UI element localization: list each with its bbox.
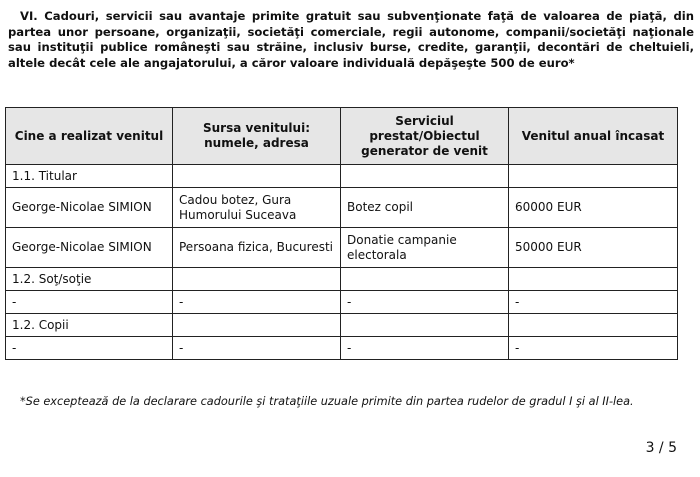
table-header-row bbox=[6, 108, 678, 165]
cell-source bbox=[173, 165, 341, 188]
cell-source: - bbox=[173, 337, 341, 360]
cell-who: 1.1. Titular bbox=[6, 165, 173, 188]
cell-income bbox=[509, 314, 678, 337]
cell-who: George-Nicolae SIMION bbox=[6, 228, 173, 268]
cell-income: 50000 EUR bbox=[509, 228, 678, 268]
cell-income: - bbox=[509, 291, 678, 314]
cell-who: 1.2. Copii bbox=[6, 314, 173, 337]
cell-service: Donatie campanie electorala bbox=[341, 228, 509, 268]
header-income: Venitul anual încasat bbox=[509, 108, 678, 165]
table-row bbox=[6, 188, 678, 228]
cell-source bbox=[173, 268, 341, 291]
cell-service: - bbox=[341, 337, 509, 360]
header-source: Sursa venitului: numele, adresa bbox=[173, 108, 341, 165]
cell-who: 1.2. Soţ/soţie bbox=[6, 268, 173, 291]
footnote: *Se exceptează de la declarare cadourile şi trataţiile uzuale primite din partea rudelor de gradul I şi al II-lea. bbox=[20, 395, 634, 408]
table-row bbox=[6, 228, 678, 268]
table-row bbox=[6, 314, 678, 337]
cell-service bbox=[341, 268, 509, 291]
page-number: 3 / 5 bbox=[645, 440, 677, 456]
cell-service: Botez copil bbox=[341, 188, 509, 228]
cell-income: 60000 EUR bbox=[509, 188, 678, 228]
section-title: VI. Cadouri, servicii sau avantaje primite gratuit sau subvenţionate faţă de valoarea de piaţă, din partea unor persoane, organizaţii, societăţi comerciale, regii autonome, companii/societăţi naţionale sau instituţii publice româneşti sau străine, inclusiv burse, credite, garanţii, decontări de cheltuieli, altele decât cele ale angajatorului, a căror valoare individuală depăşeşte 500 de euro* bbox=[8, 9, 694, 70]
cell-source: Cadou botez, Gura Humorului Suceava bbox=[173, 188, 341, 228]
cell-who: - bbox=[6, 291, 173, 314]
table-row bbox=[6, 337, 678, 360]
gifts-table bbox=[5, 107, 678, 360]
table-row bbox=[6, 165, 678, 188]
cell-source: - bbox=[173, 291, 341, 314]
cell-income bbox=[509, 165, 678, 188]
table-row bbox=[6, 268, 678, 291]
cell-service bbox=[341, 165, 509, 188]
cell-source bbox=[173, 314, 341, 337]
header-who: Cine a realizat venitul bbox=[6, 108, 173, 165]
header-service: Serviciul prestat/Obiectul generator de venit bbox=[341, 108, 509, 165]
cell-who: George-Nicolae SIMION bbox=[6, 188, 173, 228]
cell-income: - bbox=[509, 337, 678, 360]
table-row bbox=[6, 291, 678, 314]
cell-service bbox=[341, 314, 509, 337]
cell-source: Persoana fizica, Bucuresti bbox=[173, 228, 341, 268]
cell-who: - bbox=[6, 337, 173, 360]
cell-service: - bbox=[341, 291, 509, 314]
cell-income bbox=[509, 268, 678, 291]
